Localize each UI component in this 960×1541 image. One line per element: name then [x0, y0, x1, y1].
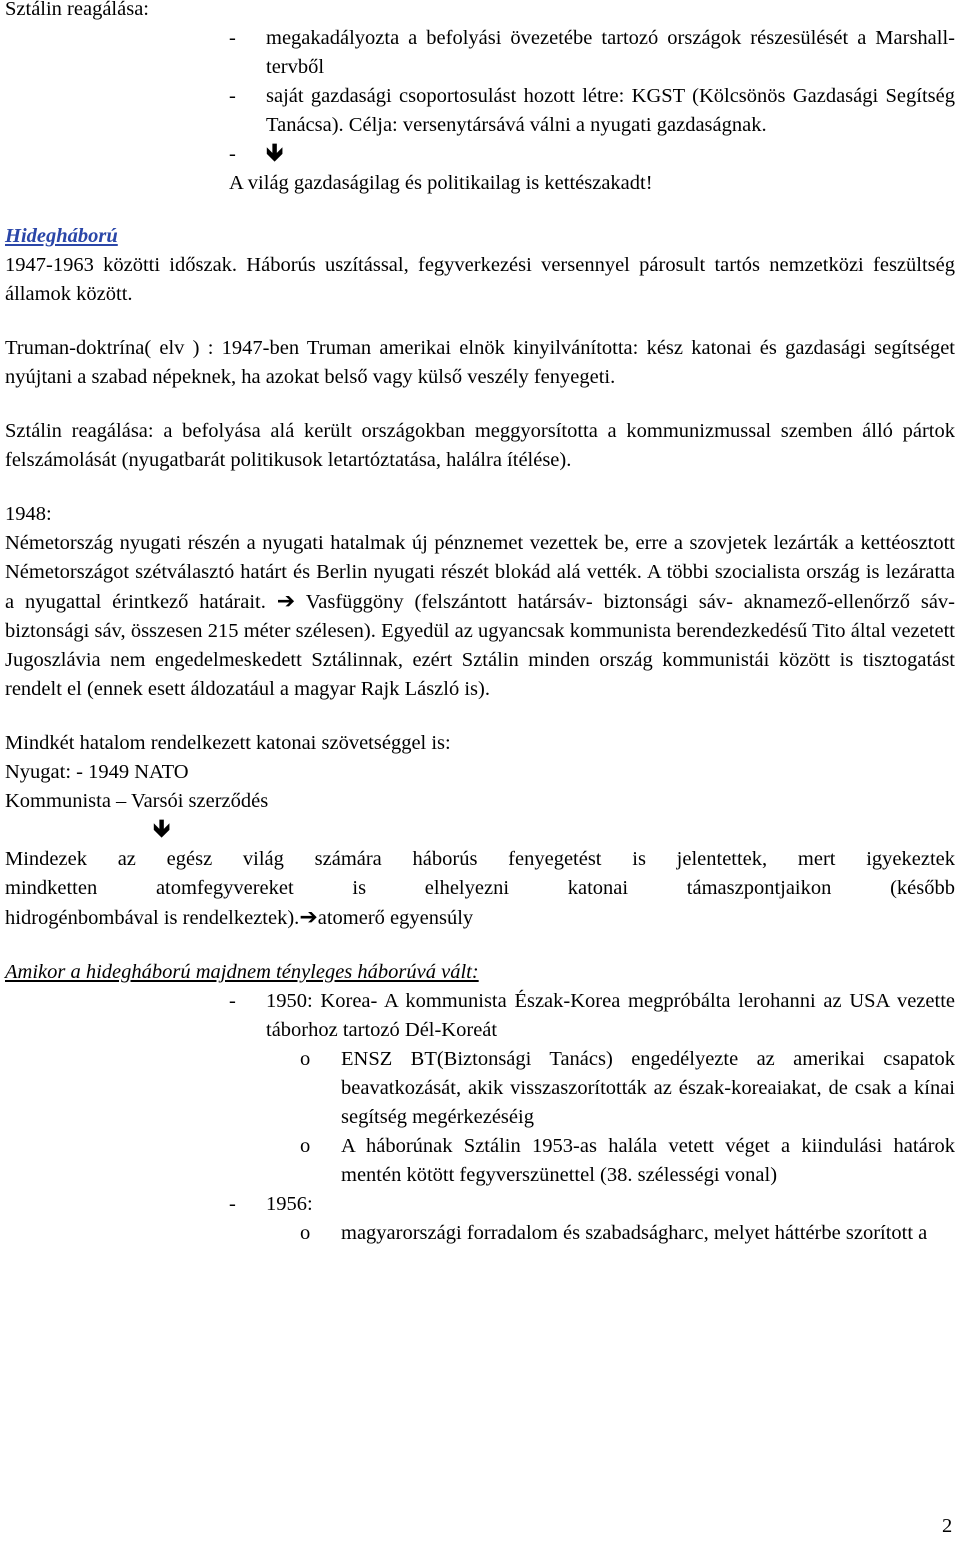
page-number: 2 — [942, 1515, 953, 1537]
arrow-right-icon: ➔ — [299, 905, 318, 930]
paragraph-1948: Németország nyugati részén a nyugati hatalmak új pénznemet vezettek be, erre a szovjetek lezárták a kettéosztott Németországot szétválasztó határt és Berlin nyugati részét blokád alá vették. A többi szocialista ország is lezáratta a nyugattal érintkező határait. ➔ Vasfüggöny (felszántott határsáv- biztonsági sáv- aknamező-ellenőrző sáv- biztonsági sáv, összesen 215 méter szélesen). Egyedül az ugyancsak kommunista berendezkedésű Tito által vezetett Jugoszlávia nem engedelmeskedett Sztálinnak, ezért Sztálin minden ország kommunistái között is tisztogatást rendelt el (ennek esett áldozatául a magyar Rajk László is). — [5, 532, 956, 700]
split-world-text: A világ gazdaságilag és politikailag is kettészakadt! — [229, 172, 653, 194]
bullet-arrow: - 🡻 — [229, 138, 284, 166]
arrow-down-icon: 🡻 — [153, 814, 171, 842]
heading-stalin-reaction: Sztálin reagálása: — [5, 0, 150, 20]
sub-bullet-text: A háborúnak Sztálin 1953-as halála vetett véget a kiindulási határok mentén kötött fegyverszünettel (38. szélességi vonal) — [341, 1135, 955, 1186]
threat-line-2: mindketten atomfegyvereket is elhelyezni katonai támaszpontjaikon (később — [5, 877, 955, 899]
threat-line-3: hidrogénbombával is rendelkeztek).➔atomerő egyensúly — [5, 905, 474, 930]
bullet-marshall: - megakadályozta a befolyási övezetébe tartozó országok részesülését a Marshall-tervből — [229, 24, 955, 82]
sub-bullet-text: magyarországi forradalom és szabadságharc, melyet háttérbe szorított a — [341, 1222, 928, 1244]
arrow-down-icon: 🡻 — [266, 138, 284, 166]
bullet-text: megakadályozta a befolyási övezetébe tartozó országok részesülését a Marshall-tervből — [266, 27, 955, 78]
document-page — [5, 0, 955, 1248]
arrow-right-icon: ➔ — [276, 589, 296, 614]
communist-alliance: Kommunista – Varsói szerződés — [5, 790, 269, 812]
bullet-kgst: - saját gazdasági csoportosulást hozott létre: KGST (Kölcsönös Gazdasági Segítség Tanácsa). Célja: versenytársává válni a nyugati gazdaságnak. — [229, 82, 955, 140]
stalin-reaction-paragraph: Sztálin reagálása: a befolyása alá került országokban meggyorsította a kommunizmussal szemben álló pártok felszámolását (nyugatbarát politikusok letartóztatása, halálra ítélése). — [5, 420, 955, 471]
bullet-1956: - 1956: — [229, 1190, 955, 1219]
truman-doctrine: Truman-doktrína( elv ) : 1947-ben Truman amerikai elnök kinyilvánította: kész katonai és gazdasági segítséget nyújtani a szabad népeknek, ha azokat belső vagy külső veszély fenyegeti. — [5, 337, 955, 388]
sub-bullet-armistice: o A háborúnak Sztálin 1953-as halála vetett véget a kiindulási határok mentén kötött fegyverszünettel (38. szélességi vonal) — [300, 1132, 955, 1190]
bullet-text: 1950: Korea- A kommunista Észak-Korea megpróbálta lerohanni az USA vezette táborhoz tartozó Dél-Koreát — [266, 990, 955, 1041]
west-alliance: Nyugat: - 1949 NATO — [5, 761, 189, 783]
sub-bullet-hungary: o magyarországi forradalom és szabadságharc, melyet háttérbe szorított a — [300, 1219, 955, 1248]
threat-line-1: Mindezek az egész világ számára háborús fenyegetést is jelentettek, mert igyekeztek — [5, 848, 955, 870]
bullet-korea: - 1950: Korea- A kommunista Észak-Korea megpróbálta lerohanni az USA vezette táborhoz tartozó Dél-Koreát — [229, 987, 955, 1045]
cold-war-definition: 1947-1963 közötti időszak. Háborús uszítással, fegyverkezési versennyel párosult tartós nemzetközi feszültség államok között. — [5, 254, 955, 305]
bullet-text: saját gazdasági csoportosulást hozott létre: KGST (Kölcsönös Gazdasági Segítség Tanácsa). Célja: versenytársává válni a nyugati gazdaságnak. — [266, 85, 955, 136]
year-1948: 1948: — [5, 503, 52, 525]
bullet-text: 1956: — [266, 1193, 313, 1215]
cold-war-title: Hidegháború — [5, 225, 118, 247]
sub-bullet-un: o ENSZ BT(Biztonsági Tanács) engedélyezte az amerikai csapatok beavatkozását, akik visszaszorították az észak-koreaiakat, de csak a kínai segítség megérkezéséig — [300, 1045, 955, 1132]
alliances-intro: Mindkét hatalom rendelkezett katonai szövetséggel is: — [5, 732, 451, 754]
almost-war-heading: Amikor a hidegháború majdnem tényleges háborúvá vált: — [5, 961, 479, 983]
sub-bullet-text: ENSZ BT(Biztonsági Tanács) engedélyezte az amerikai csapatok beavatkozását, akik visszaszorították az észak-koreaiakat, de csak a kínai segítség megérkezéséig — [341, 1048, 955, 1128]
